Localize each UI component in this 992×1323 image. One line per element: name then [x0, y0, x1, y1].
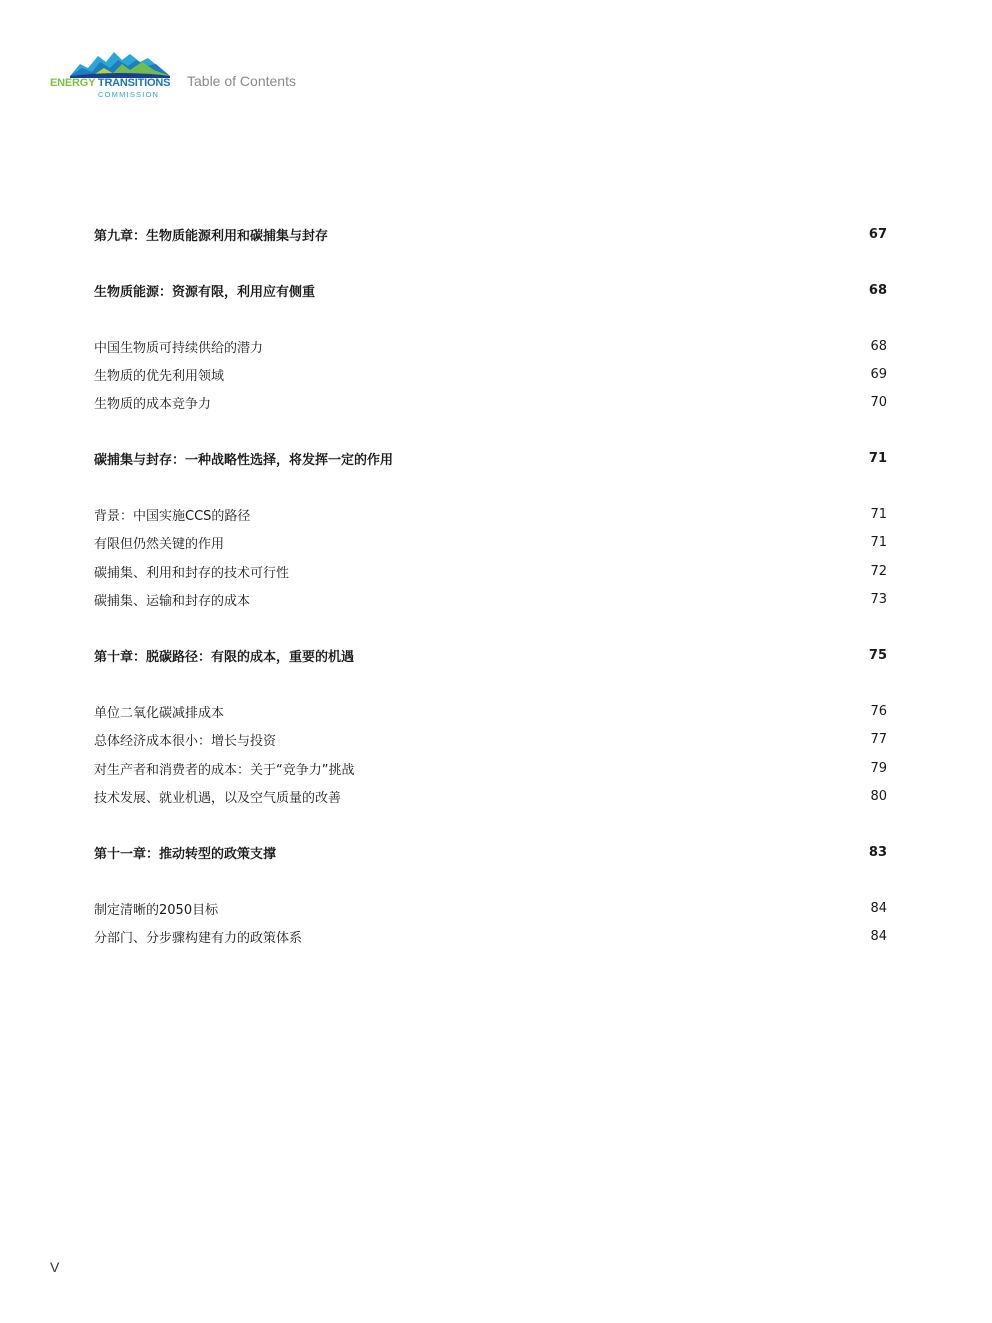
toc-page-number: 67	[868, 226, 887, 242]
toc-page-number: 70	[870, 395, 887, 411]
toc-page-number: 72	[870, 563, 887, 579]
toc-page-number: 71	[870, 535, 887, 551]
toc-heading-label: 碳捕集与封存：一种战略性选择，将发挥一定的作用	[94, 453, 394, 469]
toc-item-label: 背景：中国实施CCS的路径	[94, 509, 251, 525]
toc-page-number: 75	[868, 647, 887, 663]
toc-item[interactable]	[94, 728, 887, 752]
toc-page-number: 84	[870, 929, 887, 945]
toc-page-number: 71	[870, 507, 887, 523]
toc-heading[interactable]	[94, 840, 887, 864]
toc-item-label: 中国生物质可持续供给的潜力	[94, 340, 264, 356]
toc-item-label: 总体经济成本很小：增长与投资	[94, 734, 277, 750]
toc-page-number: 79	[870, 760, 887, 776]
toc-heading-label: 生物质能源：资源有限，利用应有侧重	[94, 284, 316, 300]
toc-page-number: 84	[870, 900, 887, 916]
toc-item-label: 碳捕集、利用和封存的技术可行性	[94, 565, 290, 581]
toc-item[interactable]	[94, 391, 887, 415]
toc-item-label: 对生产者和消费者的成本：关于“竞争力”挑战	[94, 762, 355, 778]
toc-item[interactable]	[94, 503, 887, 527]
page-header	[50, 50, 450, 102]
mountain-logo-icon	[70, 50, 170, 78]
toc-heading[interactable]	[94, 643, 887, 667]
toc-heading-label: 第十一章：推动转型的政策支撑	[94, 846, 277, 862]
toc-page-number: 76	[870, 703, 887, 719]
toc-item-label: 单位二氧化碳减排成本	[94, 705, 225, 721]
toc-page-number: 77	[870, 732, 887, 748]
toc-heading[interactable]	[94, 222, 887, 246]
logo-subtext: COMMISSION	[98, 90, 160, 99]
toc-page-number: 73	[870, 591, 887, 607]
toc-item-label: 碳捕集、运输和封存的成本	[94, 593, 251, 609]
table-of-contents	[94, 222, 887, 953]
toc-item-label: 技术发展、就业机遇，以及空气质量的改善	[94, 790, 342, 806]
page-number-footer: V	[50, 1259, 60, 1275]
toc-page-number: 68	[868, 282, 887, 298]
toc-item-label: 制定清晰的2050目标	[94, 902, 219, 918]
toc-item[interactable]	[94, 699, 887, 723]
toc-heading-label: 第十章：脱碳路径：有限的成本，重要的机遇	[94, 649, 355, 665]
toc-item[interactable]	[94, 531, 887, 555]
toc-item[interactable]	[94, 362, 887, 386]
toc-heading[interactable]	[94, 278, 887, 302]
toc-heading-label: 第九章：生物质能源利用和碳捕集与封存	[94, 228, 329, 244]
toc-page-number: 71	[868, 451, 887, 467]
toc-heading[interactable]	[94, 447, 887, 471]
toc-page-number: 69	[870, 366, 887, 382]
etc-logo	[50, 50, 176, 102]
header-title: Table of Contents	[187, 73, 296, 89]
toc-item-label: 生物质的优先利用领域	[94, 368, 225, 384]
toc-item[interactable]	[94, 334, 887, 358]
toc-item-label: 分部门、分步骤构建有力的政策体系	[94, 931, 303, 947]
toc-page-number: 68	[870, 338, 887, 354]
toc-page-number: 80	[870, 788, 887, 804]
toc-item-label: 生物质的成本竞争力	[94, 397, 212, 413]
toc-item[interactable]	[94, 784, 887, 808]
toc-page-number: 83	[868, 844, 887, 860]
toc-item[interactable]	[94, 756, 887, 780]
toc-item[interactable]	[94, 559, 887, 583]
toc-item[interactable]	[94, 896, 887, 920]
toc-item[interactable]	[94, 587, 887, 611]
toc-item[interactable]	[94, 925, 887, 949]
logo-text: ENERGY TRANSITIONS	[50, 77, 171, 89]
toc-item-label: 有限但仍然关键的作用	[94, 537, 225, 553]
